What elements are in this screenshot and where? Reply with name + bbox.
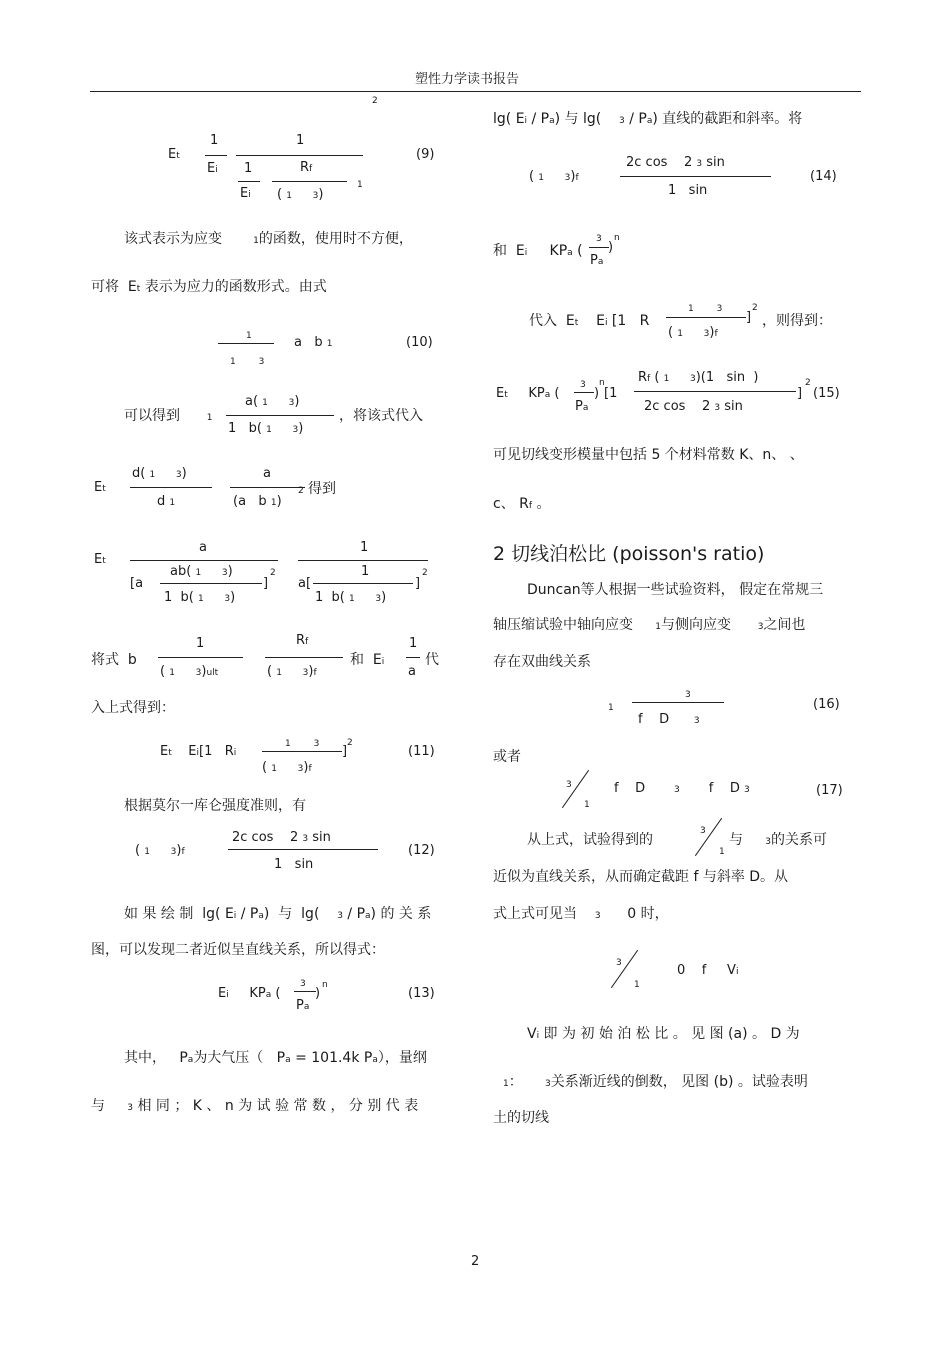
paragraph: 根据莫尔一库仑强度准则，有 bbox=[124, 798, 306, 814]
paragraph: 将式 b bbox=[91, 652, 137, 668]
equation-number: (12) bbox=[408, 843, 435, 858]
equation-9: Et bbox=[168, 147, 180, 162]
paragraph: 与 3 相 同 ； K 、 n 为 试 验 常 数 ， 分 别 代 表 bbox=[91, 1098, 419, 1114]
equation-17: 3 bbox=[566, 780, 572, 790]
equation-number: (14) bbox=[810, 169, 837, 184]
paragraph: 轴压缩试验中轴向应变 1与侧向应变 3之间也 bbox=[493, 617, 806, 633]
paragraph: 式上式可见当 3 0 时， bbox=[493, 906, 669, 922]
equation-number: (16) bbox=[813, 697, 840, 712]
equation-number: (10) bbox=[406, 335, 433, 350]
equation-11: Et Ei[1 Ri bbox=[160, 744, 237, 759]
equation-13: Ei KPa ( bbox=[218, 986, 281, 1001]
paragraph: 该式表示为应变 1的函数，使用时不方便， bbox=[124, 231, 413, 247]
paragraph: lg( Ei / Pa) 与 lg( 3 / Pa) 直线的截距和斜率。将 bbox=[493, 111, 803, 127]
paragraph: 代入 Et Ei [1 R bbox=[529, 313, 650, 329]
equation-9: 2 bbox=[372, 96, 378, 106]
equation-12: ( 1 3)f bbox=[135, 843, 185, 858]
paragraph: Duncan等人根据一些试验资料， 假定在常规三 bbox=[527, 582, 824, 598]
paragraph: 1： 3关系渐近线的倒数， 见图 (b) 。试验表明 bbox=[503, 1074, 808, 1090]
paragraph: 和 Ei KPa ( bbox=[493, 243, 583, 259]
paragraph: 如 果 绘 制 lg( Ei / Pa) 与 lg( 3 / Pa) 的 关 系 bbox=[124, 906, 432, 922]
page-number: 2 bbox=[471, 1254, 480, 1269]
equation-14: ( 1 3)f bbox=[529, 169, 579, 184]
running-header: 塑性力学读书报告 bbox=[415, 72, 520, 87]
paragraph: 其中， Pa为大气压（ Pa = 101.4k Pa），量纲 bbox=[124, 1050, 427, 1066]
paragraph: c、 Rf 。 bbox=[493, 496, 551, 512]
header-rule bbox=[90, 91, 861, 92]
equation-10: 1 bbox=[246, 331, 252, 341]
equation-number: (11) bbox=[408, 744, 435, 759]
equation-tangent-modulus: Et bbox=[94, 552, 106, 567]
paragraph: 或者 bbox=[493, 749, 521, 765]
equation-derivative: Et bbox=[94, 480, 106, 495]
paragraph: 可见切线变形模量中包括 5 个材料常数 K、n、 、 bbox=[493, 447, 804, 463]
paragraph: 土的切线 bbox=[493, 1110, 549, 1126]
equation-number: (13) bbox=[408, 986, 435, 1001]
section-heading: 2 切线泊松比 (poisson's ratio) bbox=[493, 543, 765, 565]
paragraph: Vi 即 为 初 始 泊 松 比 。 见 图 (a) 。 D 为 bbox=[527, 1026, 800, 1042]
paragraph: 入上式得到： bbox=[91, 700, 175, 716]
equation-initial-poisson: 3 bbox=[616, 958, 622, 968]
paragraph: 图，可以发现二者近似呈直线关系，所以得式： bbox=[91, 942, 385, 958]
equation-number: (9) bbox=[416, 147, 435, 162]
paragraph: 可将 Et 表示为应力的函数形式。由式 bbox=[91, 279, 327, 295]
paragraph: 从上式，试验得到的 bbox=[527, 832, 653, 848]
equation-number: (15) bbox=[813, 386, 840, 401]
paragraph: 存在双曲线关系 bbox=[493, 654, 591, 670]
paragraph: 可以得到 1 bbox=[124, 408, 213, 424]
paragraph: 近似为直线关系，从而确定截距 f 与斜率 D。从 bbox=[493, 869, 789, 885]
equation-15: Et KPa ( bbox=[496, 386, 560, 401]
equation-number: (17) bbox=[816, 783, 843, 798]
equation-16: 1 bbox=[608, 703, 614, 713]
